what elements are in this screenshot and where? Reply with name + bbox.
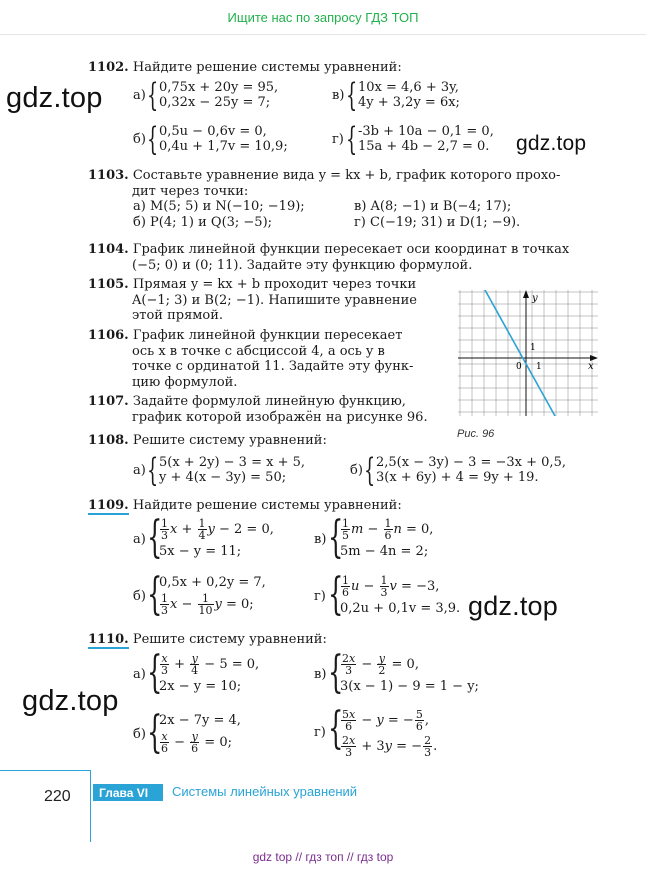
item-label: в) [332, 88, 345, 103]
equation: 5x − y = 11; [159, 544, 242, 559]
brace: { [346, 76, 358, 114]
search-hint-link[interactable]: Ищите нас по запросу ГДЗ ТОП [227, 9, 419, 25]
problem-number: 1106. [88, 328, 129, 343]
x-axis-label: x [588, 361, 594, 372]
equation: $\frac{1}{5}$ m − $\frac{1}{6}$ n = 0, [342, 517, 434, 542]
problem-number: 1104. [88, 242, 129, 257]
brace: { [328, 647, 344, 698]
equation: $\frac{2x}{3}$ − $\frac{y}{2}$ = 0, [342, 652, 419, 677]
problem-text: Решите систему уравнений: [132, 632, 327, 647]
problem-text: График линейной функции пересекает оси координат в точках [132, 242, 570, 257]
equation: $\frac{1}{3}$ x + $\frac{1}{4}$ y − 2 = 0, [161, 517, 274, 542]
origin-label: 0 [516, 362, 522, 372]
brace: { [147, 76, 159, 114]
y-axis-arrow [523, 290, 529, 298]
brace: { [346, 120, 358, 158]
problem-number: 1107. [88, 394, 129, 409]
brace: { [147, 707, 163, 758]
brace: { [147, 647, 163, 698]
brace: { [147, 451, 159, 489]
problem-1104 [88, 242, 603, 273]
problem-1105 [88, 277, 448, 324]
equation: 0,32x − 25y = 7; [159, 95, 271, 110]
equation: 0,5x + 0,2y = 7, [159, 575, 266, 590]
item-label: а) [133, 463, 146, 478]
problem-text: Найдите решение системы уравнений: [132, 60, 402, 75]
equation: $\frac{x}{3}$ + $\frac{y}{4}$ − 5 = 0, [161, 652, 260, 677]
figure-96-graph [458, 290, 598, 416]
bottom-links[interactable]: gdz top // гдз топ // гдз top [252, 850, 394, 864]
item-label: а) [133, 88, 146, 103]
item-label: б) [133, 727, 146, 742]
equation: 0,5u − 0,6v = 0, [159, 124, 267, 139]
item-label: г) [314, 725, 326, 740]
item-label: б) [133, 589, 146, 604]
watermark: gdz.top [6, 82, 103, 114]
problem-text: точке с ординатой 11. Задайте эту функ- [132, 359, 414, 374]
problem-1103 [88, 168, 603, 199]
item-label: в) [314, 667, 327, 682]
problem-text: Составьте уравнение вида y = kx + b, график которого прохо- [132, 168, 561, 183]
brace: { [147, 512, 163, 563]
equation: 5m − 4n = 2; [340, 544, 429, 559]
brace: { [328, 703, 344, 754]
chapter-badge: Глава VI [93, 784, 163, 801]
y-axis-label: y [532, 293, 538, 304]
figure-caption: Рис. 96 [457, 428, 495, 440]
problem-text: Найдите решение системы уравнений: [132, 498, 402, 513]
problem-text: Решите систему уравнений: [132, 433, 327, 448]
item-label: а) [133, 532, 146, 547]
equation: 2x − 7y = 4, [159, 713, 241, 728]
brace: { [147, 120, 159, 158]
item-label: б) [133, 132, 146, 147]
equation: 0,75x + 20y = 95, [159, 80, 279, 95]
footer-rule [0, 770, 90, 771]
problem-number: 1108. [88, 433, 129, 448]
problem-number: 1110. [88, 632, 129, 647]
problem-text: этой прямой. [132, 308, 224, 323]
problem-text: график которой изображён на рисунке 96. [132, 409, 428, 425]
problem-number: 1109. [88, 498, 129, 513]
equation: 10x = 4,6 + 3y, [358, 80, 459, 95]
problem-text: цию формулой. [132, 374, 238, 390]
page-number: 220 [44, 788, 71, 805]
equation: 5(x + 2y) − 3 = x + 5, [159, 455, 305, 470]
top-banner [0, 0, 646, 35]
item-label: г) [332, 132, 344, 147]
problem-text: дит через точки: [132, 183, 249, 199]
brace: { [328, 569, 344, 620]
problem-1108 [88, 433, 448, 449]
problem-1109 [88, 498, 603, 514]
watermark: gdz.top [22, 685, 119, 717]
equation: $\frac{1}{6}$ u − $\frac{1}{3}$ v = −3, [342, 574, 440, 599]
equation: 0,2u + 0,1v = 3,9. [340, 601, 461, 616]
brace: { [364, 451, 376, 489]
problem-1102 [88, 60, 603, 76]
footer-divider [90, 770, 91, 842]
watermark: gdz.top [516, 132, 587, 155]
problem-1106 [88, 328, 448, 390]
watermark: gdz.top [468, 591, 558, 621]
problem-text: ось x в точке с абсциссой 4, а ось y в [132, 343, 385, 359]
points-b: б) P(4; 1) и Q(3; −5); [133, 215, 273, 230]
equation: 4y + 3,2y = 6x; [358, 95, 460, 110]
equation: $\frac{5x}{6}$ − y = − $\frac{5}{6}$ , [342, 708, 429, 733]
item-label: а) [133, 667, 146, 682]
equation: $\frac{x}{6}$ − $\frac{y}{6}$ = 0; [161, 730, 232, 755]
problem-text: График линейной функции пересекает [132, 328, 403, 343]
problem-text: (−5; 0) и (0; 11). Задайте эту функцию формулой. [132, 257, 473, 273]
item-label: в) [314, 532, 327, 547]
problem-1107 [88, 394, 448, 425]
equation: 3(x + 6y) + 4 = 9y + 19. [376, 470, 539, 485]
item-label: г) [314, 589, 326, 604]
points-a: а) M(5; 5) и N(−10; −19); [133, 199, 305, 214]
equation: 2x − y = 10; [159, 679, 242, 694]
equation: $\frac{1}{3}$ x − $\frac{1}{10}$ y = 0; [161, 592, 254, 617]
y-tick-label: 1 [530, 343, 536, 353]
points-g: г) C(−19; 31) и D(1; −9). [354, 215, 521, 230]
grid [458, 290, 598, 416]
equation: -3b + 10a − 0,1 = 0, [358, 124, 494, 139]
problem-1110 [88, 632, 603, 648]
x-tick-label: 1 [536, 362, 542, 372]
equation: 3(x − 1) − 9 = 1 − y; [340, 679, 479, 694]
points-v: в) A(8; −1) и B(−4; 17); [354, 199, 512, 214]
brace: { [328, 512, 344, 563]
brace: { [147, 569, 163, 620]
equation: y + 4(x − 3y) = 50; [159, 470, 287, 485]
problem-number: 1103. [88, 168, 129, 183]
problem-text: Задайте формулой линейную функцию, [132, 394, 406, 409]
item-label: б) [350, 463, 363, 478]
equation: $\frac{2x}{3}$ + 3y = − $\frac{2}{3}$ . [342, 734, 438, 759]
equation: 0,4u + 1,7v = 10,9; [159, 139, 288, 154]
problem-number: 1102. [88, 60, 129, 75]
equation: 2,5(x − 3y) − 3 = −3x + 0,5, [376, 455, 566, 470]
problem-number: 1105. [88, 277, 129, 292]
problem-text: A(−1; 3) и B(2; −1). Напишите уравнение [132, 292, 417, 308]
chapter-title: Системы линейных уравнений [172, 784, 358, 799]
equation: 15a + 4b − 2,7 = 0. [358, 139, 490, 154]
problem-text: Прямая y = kx + b проходит через точки [132, 277, 417, 292]
